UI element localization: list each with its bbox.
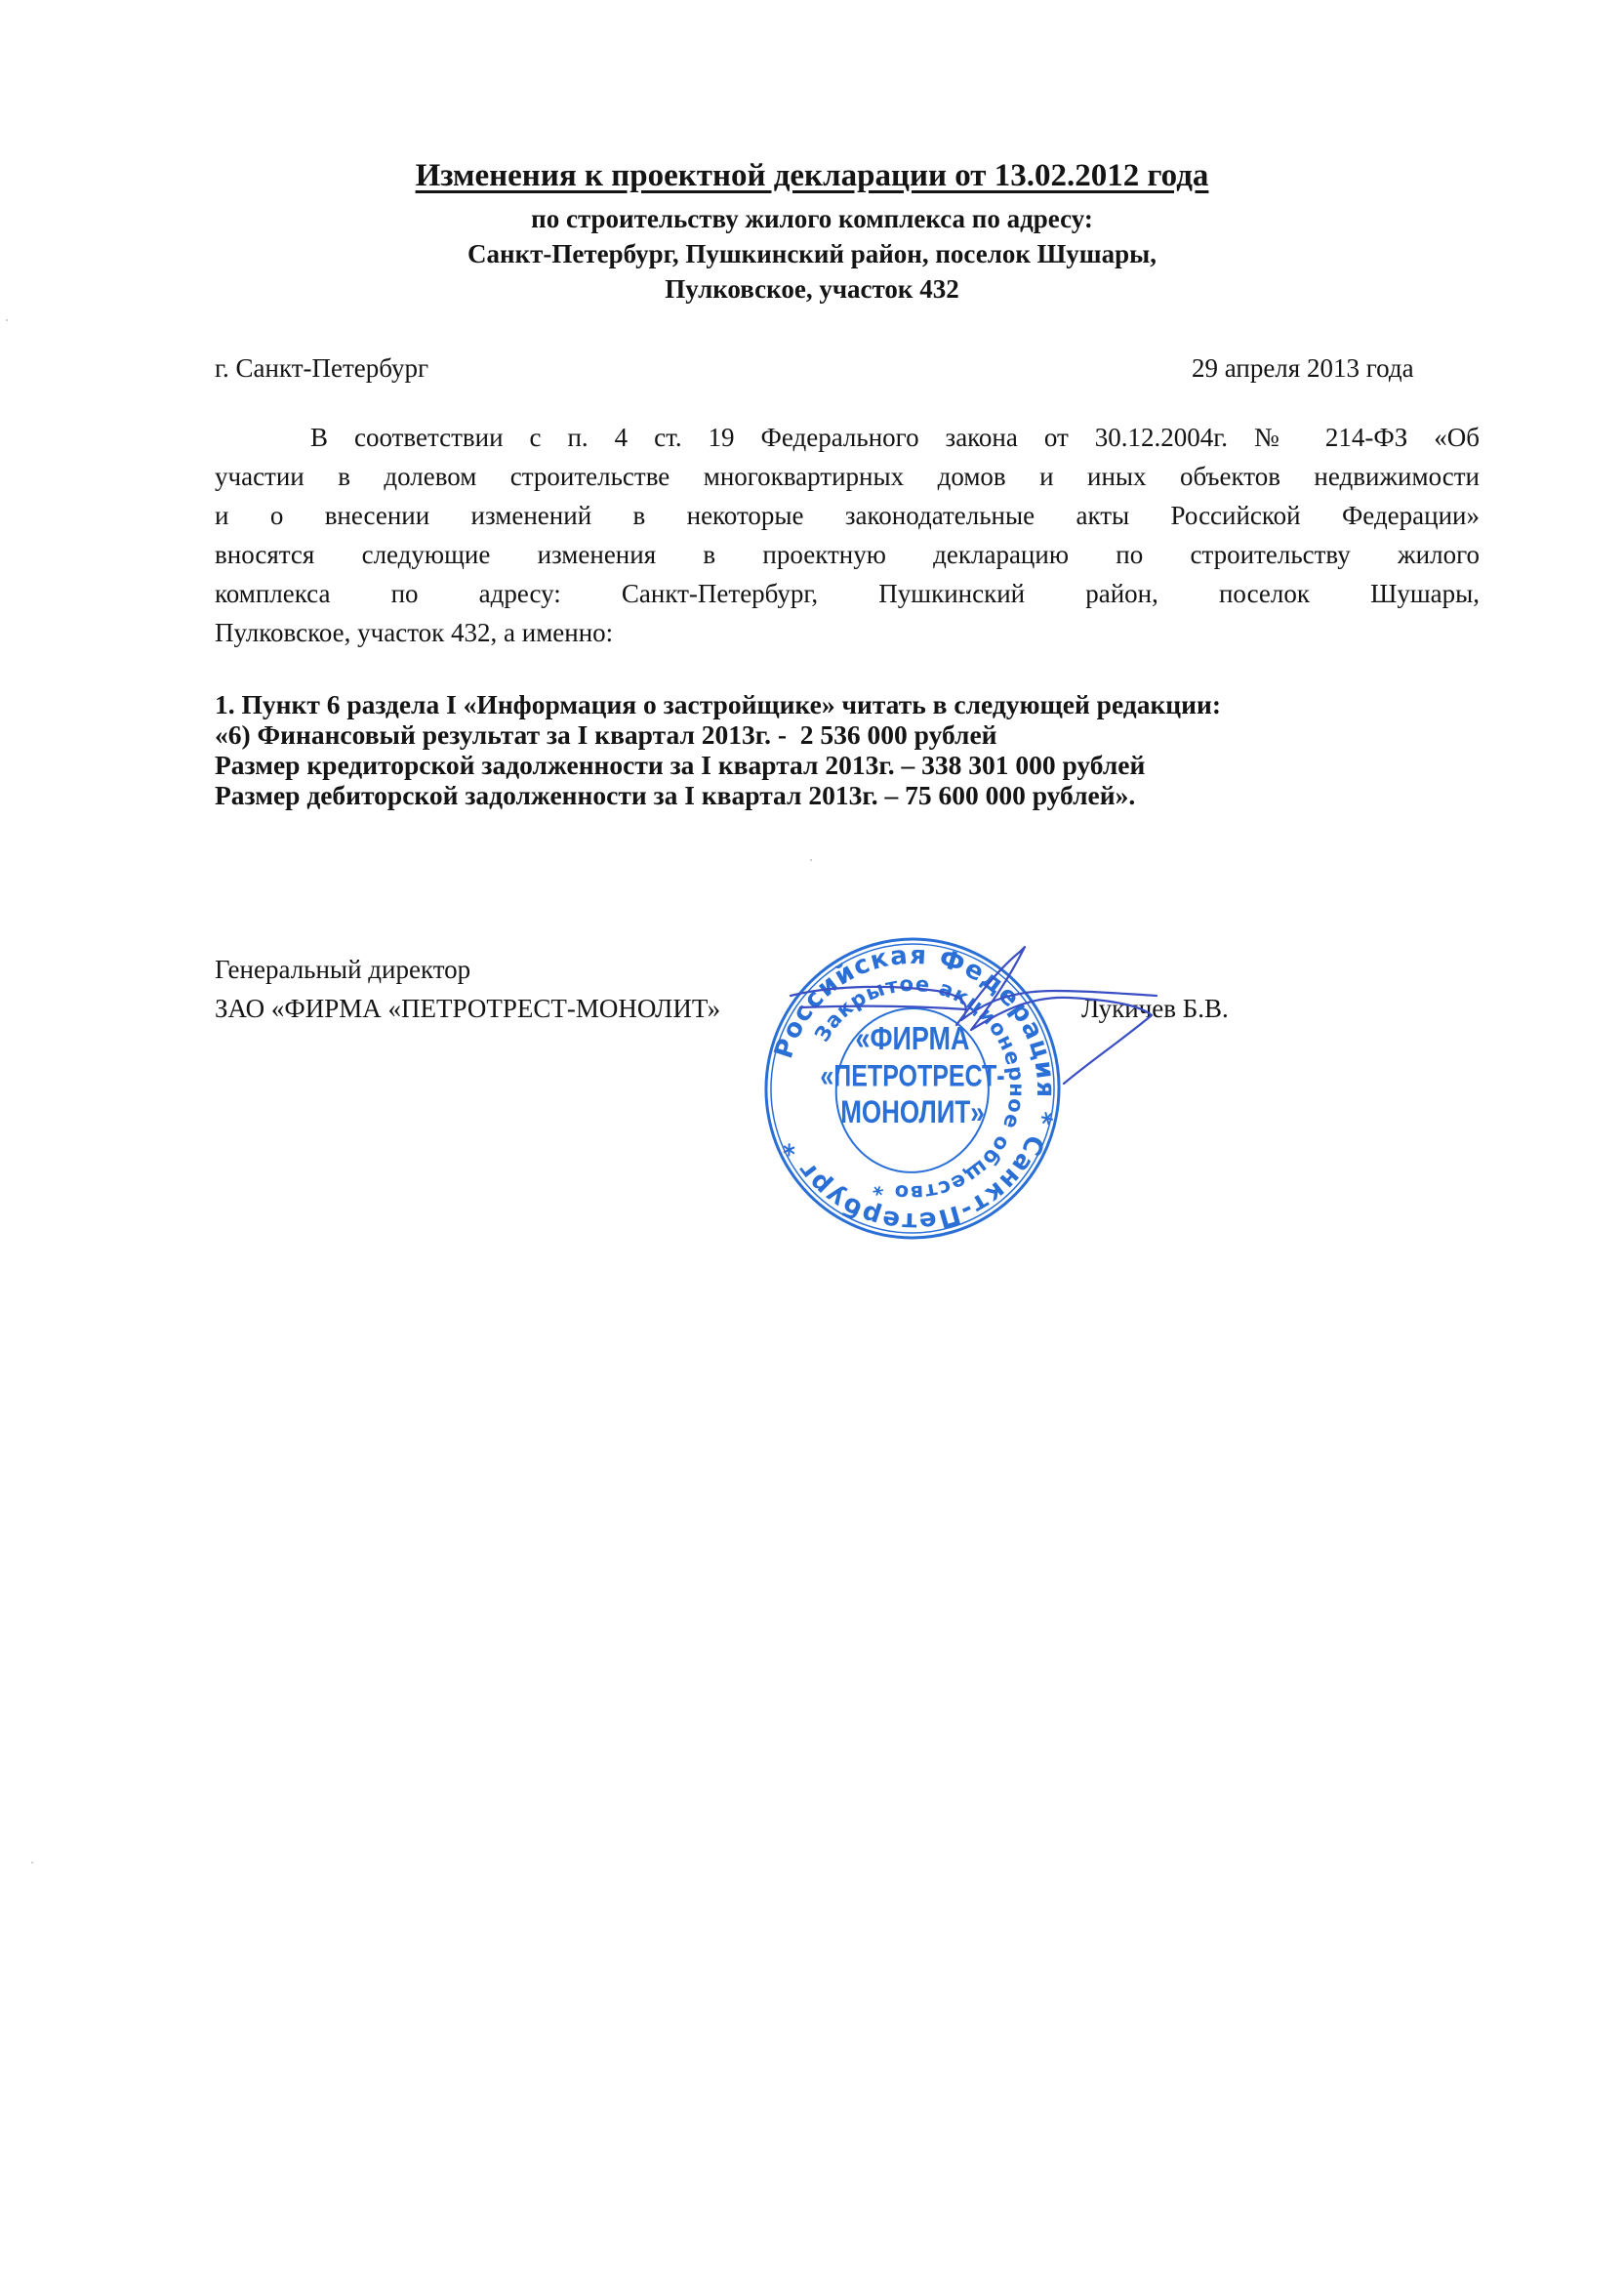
stamp-center-line-2: «ПЕТРОТРЕСТ- — [820, 1057, 1005, 1093]
document-title — [0, 158, 1624, 194]
scan-speck — [31, 1862, 33, 1864]
amendment-line: Размер дебиторской задолженности за I квартал 2013г. – 75 600 000 рублей». — [215, 780, 1136, 810]
body-paragraph — [215, 418, 1480, 652]
stamp-center-line-1: «ФИРМА — [855, 1020, 970, 1057]
scan-speck — [810, 859, 812, 861]
handwritten-signature — [771, 937, 1181, 1103]
paragraph-line: комплекса по адресу: Санкт-Петербург, Пушкинский район, поселок Шушары, — [215, 579, 1480, 608]
subtitle-line-2: Санкт-Петербург, Пушкинский район, поселок Шушары, — [467, 239, 1157, 268]
paragraph-line: вносятся следующие изменения в проектную декларацию по строительству жилого — [215, 540, 1480, 569]
stamp-center-line-3: МОНОЛИТ» — [840, 1094, 985, 1130]
paragraph-line: участии в долевом строительстве многоквартирных домов и иных объектов недвижимости — [215, 462, 1480, 491]
signatory-company: ЗАО «ФИРМА «ПЕТРОТРЕСТ-МОНОЛИТ» — [215, 994, 721, 1023]
paragraph-line: Пулковское, участок 432, а именно: — [215, 618, 614, 647]
signatory-name: Лукичев Б.В. — [1081, 994, 1229, 1023]
subtitle-line-3: Пулковское, участок 432 — [665, 274, 959, 304]
amendment-line: 1. Пункт 6 раздела I «Информация о застройщике» читать в следующей редакции: — [215, 689, 1221, 719]
stamp-outer-text: Российская Федерация * Санкт-Петербург * — [769, 940, 1061, 1237]
date-label: 29 апреля 2013 года — [1192, 353, 1414, 383]
amendment-line: «6) Финансовый результат за I квартал 2013г. - 2 536 000 рублей — [215, 719, 997, 750]
city-label: г. Санкт-Петербург — [215, 353, 429, 383]
stamp-inner-ring-text: Закрытое акционерное общество * — [809, 971, 1030, 1206]
document-title-text: Изменения к проектной декларации от 13.02.2012 года — [415, 158, 1209, 193]
signatory-position: Генеральный директор — [215, 955, 471, 984]
amendment-line: Размер кредиторской задолженности за I квартал 2013г. – 338 301 000 рублей — [215, 750, 1146, 780]
paragraph-line: и о внесении изменений в некоторые законодательные акты Российской Федерации» — [215, 501, 1480, 530]
scan-speck — [6, 319, 8, 321]
subtitle-line-1: по строительству жилого комплекса по адресу: — [531, 204, 1093, 233]
amendment-block — [215, 689, 1221, 810]
paragraph-line: В соответствии с п. 4 ст. 19 Федерального закона от 30.12.2004г. № 214-ФЗ «Об — [310, 423, 1480, 452]
